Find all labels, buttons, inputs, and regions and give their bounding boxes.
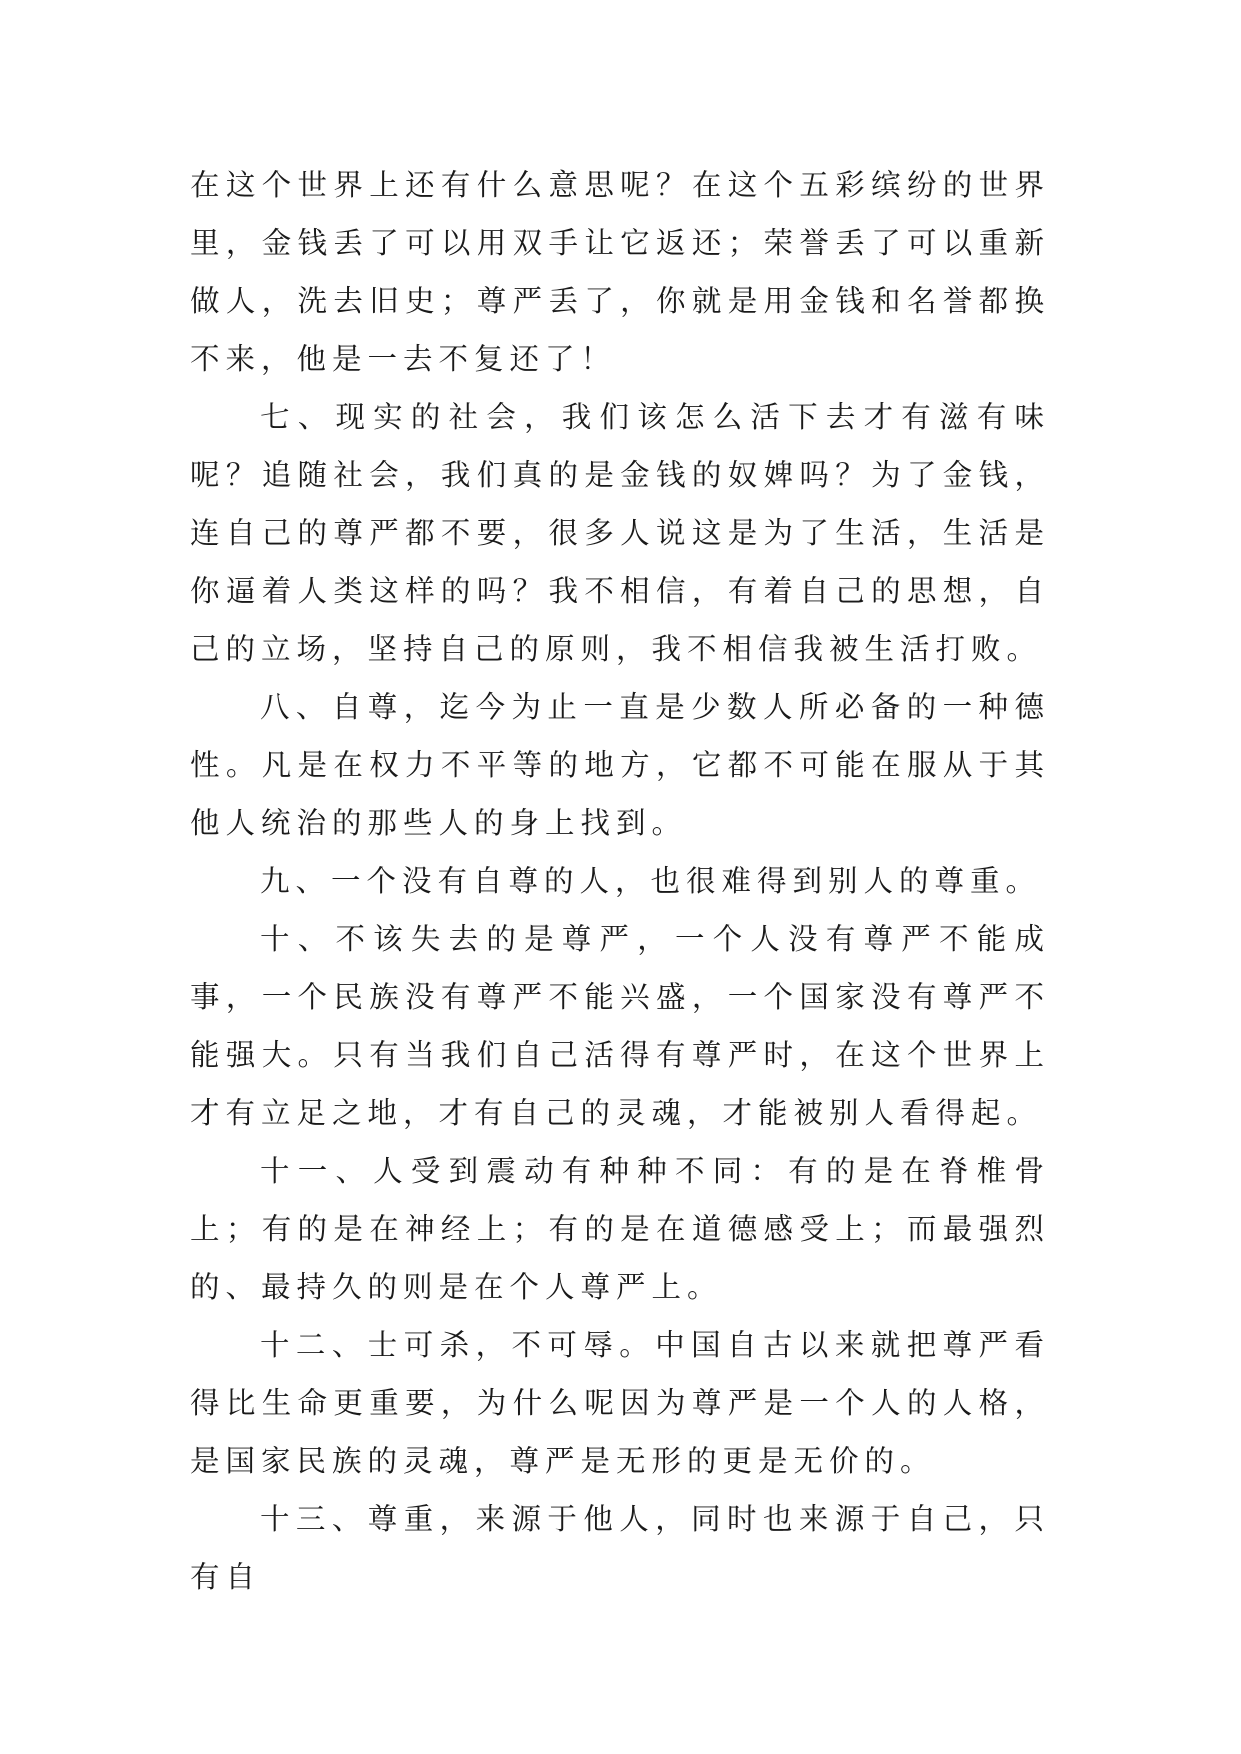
paragraph-thirteen: 十三、尊重，来源于他人，同时也来源于自己，只有自 [190, 1502, 1050, 1594]
document-body [190, 156, 1050, 1606]
paragraph-eleven: 十一、人受到震动有种种不同：有的是在脊椎骨上；有的是在神经上；有的是在道德感受上；而最强烈的、最持久的则是在个人尊严上。 [190, 1154, 1050, 1304]
paragraph-nine: 九、一个没有自尊的人，也很难得到别人的尊重。 [260, 864, 1042, 898]
paragraph-twelve: 十二、士可杀，不可辱。中国自古以来就把尊严看得比生命更重要，为什么呢因为尊严是一个人的人格，是国家民族的灵魂，尊严是无形的更是无价的。 [190, 1328, 1050, 1478]
paragraph-seven: 七、现实的社会，我们该怎么活下去才有滋有味呢？追随社会，我们真的是金钱的奴婢吗？为了金钱，连自己的尊严都不要，很多人说这是为了生活，生活是你逼着人类这样的吗？我不相信，有着自己的思想，自己的立场，坚持自己的原则，我不相信我被生活打败。 [190, 400, 1050, 666]
paragraph-eight: 八、自尊，迄今为止一直是少数人所必备的一种德性。凡是在权力不平等的地方，它都不可能在服从于其他人统治的那些人的身上找到。 [190, 690, 1050, 840]
paragraph-continuation: 在这个世界上还有什么意思呢？在这个五彩缤纷的世界里，金钱丢了可以用双手让它返还；荣誉丢了可以重新做人，洗去旧史；尊严丢了，你就是用金钱和名誉都换不来，他是一去不复还了！ [190, 168, 1050, 376]
paragraph-ten: 十、不该失去的是尊严，一个人没有尊严不能成事，一个民族没有尊严不能兴盛，一个国家没有尊严不能强大。只有当我们自己活得有尊严时，在这个世界上才有立足之地，才有自己的灵魂，才能被别人看得起。 [190, 922, 1050, 1130]
